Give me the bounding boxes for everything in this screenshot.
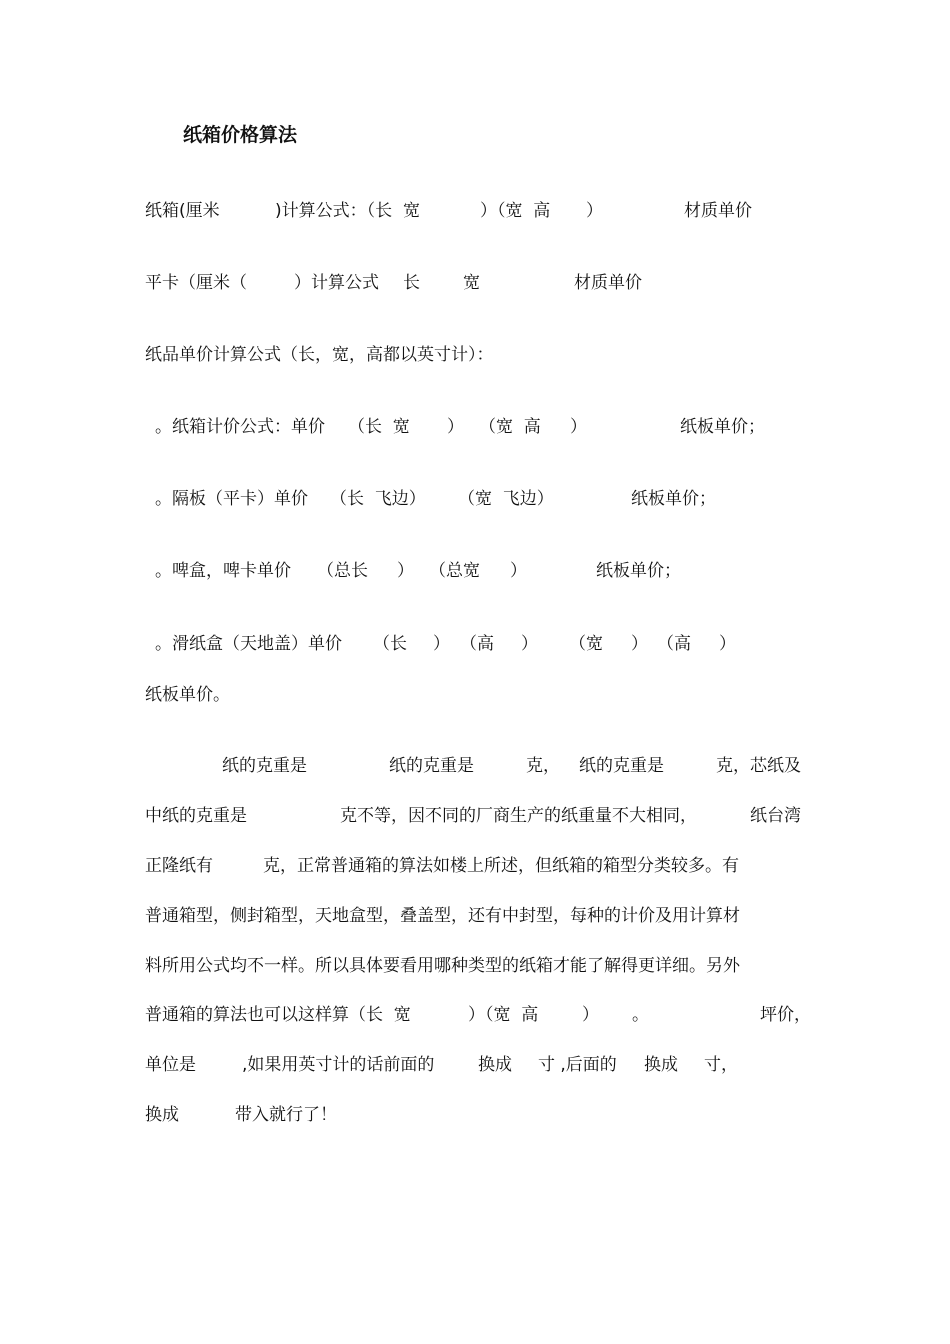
text-run: 纸的克重是 (222, 756, 307, 776)
formula-part: （宽 (569, 634, 603, 654)
formula-part: （高 (460, 634, 494, 654)
formula-part: （宽 高 (479, 417, 541, 437)
list-item-label: 。啤盒，啤卡单价 (155, 561, 291, 581)
list-item-label: 。隔板（平卡）单价 (155, 489, 308, 509)
formula-part: ） (510, 561, 527, 581)
text-run: 普通箱的算法也可以这样算（长 宽 (145, 1005, 411, 1025)
text-run: 带入就行了！ (235, 1105, 337, 1125)
list-item-label: 。滑纸盒（天地盖）单价 (155, 634, 342, 654)
flat-formula-text: 宽 (463, 273, 480, 293)
formula-part: ） (631, 634, 648, 654)
formula-part: ） (433, 634, 450, 654)
flat-formula-material: 材质单价 (574, 273, 642, 293)
flat-formula-text: ）计算公式 (294, 273, 379, 293)
formula-part: （高 (657, 634, 691, 654)
text-run: 。 (632, 1005, 649, 1025)
text-run: 纸的克重是 (389, 756, 474, 776)
text-run: ） (582, 1005, 599, 1025)
text-run: 寸， (704, 1055, 738, 1075)
text-run: 克，芯纸及 (716, 756, 801, 776)
text-run: 正隆纸有 (145, 856, 213, 876)
list-item-label: 。纸箱计价公式：单价 (155, 417, 325, 437)
box-formula-text: )计算公式：（长 宽 (275, 201, 420, 221)
formula-part: ） (397, 561, 414, 581)
box-formula-text: ）（宽 高 (480, 201, 551, 221)
formula-part: （长 (373, 634, 407, 654)
formula-part: （长 宽 (348, 417, 410, 437)
formula-part: ） (719, 634, 736, 654)
formula-part: ） (447, 417, 464, 437)
formula-part: （宽 飞边） (458, 489, 554, 509)
flat-formula-label: 平卡（厘米（ (145, 273, 247, 293)
page-title: 纸箱价格算法 (183, 124, 298, 146)
unit-price-heading: 纸品单价计算公式（长，宽，高都以英寸计）： (145, 345, 494, 365)
formula-part: ） (570, 417, 587, 437)
formula-material: 纸板单价； (680, 417, 765, 437)
text-run: 换成 (145, 1105, 179, 1125)
flat-formula-text: 长 (403, 273, 420, 293)
text-run: 寸 ,后面的 (538, 1055, 617, 1075)
text-run: 坪价， (760, 1005, 811, 1025)
text-run: ,如果用英寸计的话前面的 (242, 1055, 435, 1075)
formula-material: 纸板单价； (631, 489, 716, 509)
formula-part: （总宽 (429, 561, 480, 581)
box-formula-material: 材质单价 (684, 201, 752, 221)
box-formula-label: 纸箱(厘米 (145, 201, 220, 221)
text-run: 克， (526, 756, 560, 776)
text-run: 中纸的克重是 (145, 806, 247, 826)
formula-part: ） (521, 634, 538, 654)
text-run: 换成 (644, 1055, 678, 1075)
text-run: 克，正常普通箱的算法如楼上所述，但纸箱的箱型分类较多。有 (263, 856, 739, 876)
text-run: 纸的克重是 (579, 756, 664, 776)
paragraph-line: 料所用公式均不一样。所以具体要看用哪种类型的纸箱才能了解得更详细。另外 (145, 956, 740, 976)
formula-part: （总长 (317, 561, 368, 581)
list-item-continuation: 纸板单价。 (145, 685, 230, 705)
paragraph-line: 普通箱型，侧封箱型，天地盒型，叠盖型，还有中封型，每种的计价及用计算材 (145, 906, 740, 926)
text-run: 纸台湾 (750, 806, 801, 826)
text-run: 克不等，因不同的厂商生产的纸重量不大相同， (340, 806, 697, 826)
text-run: ）（宽 高 (468, 1005, 539, 1025)
text-run: 换成 (478, 1055, 512, 1075)
formula-material: 纸板单价； (596, 561, 681, 581)
text-run: 单位是 (145, 1055, 196, 1075)
formula-part: （长 飞边） (330, 489, 426, 509)
box-formula-text: ） (586, 201, 603, 221)
